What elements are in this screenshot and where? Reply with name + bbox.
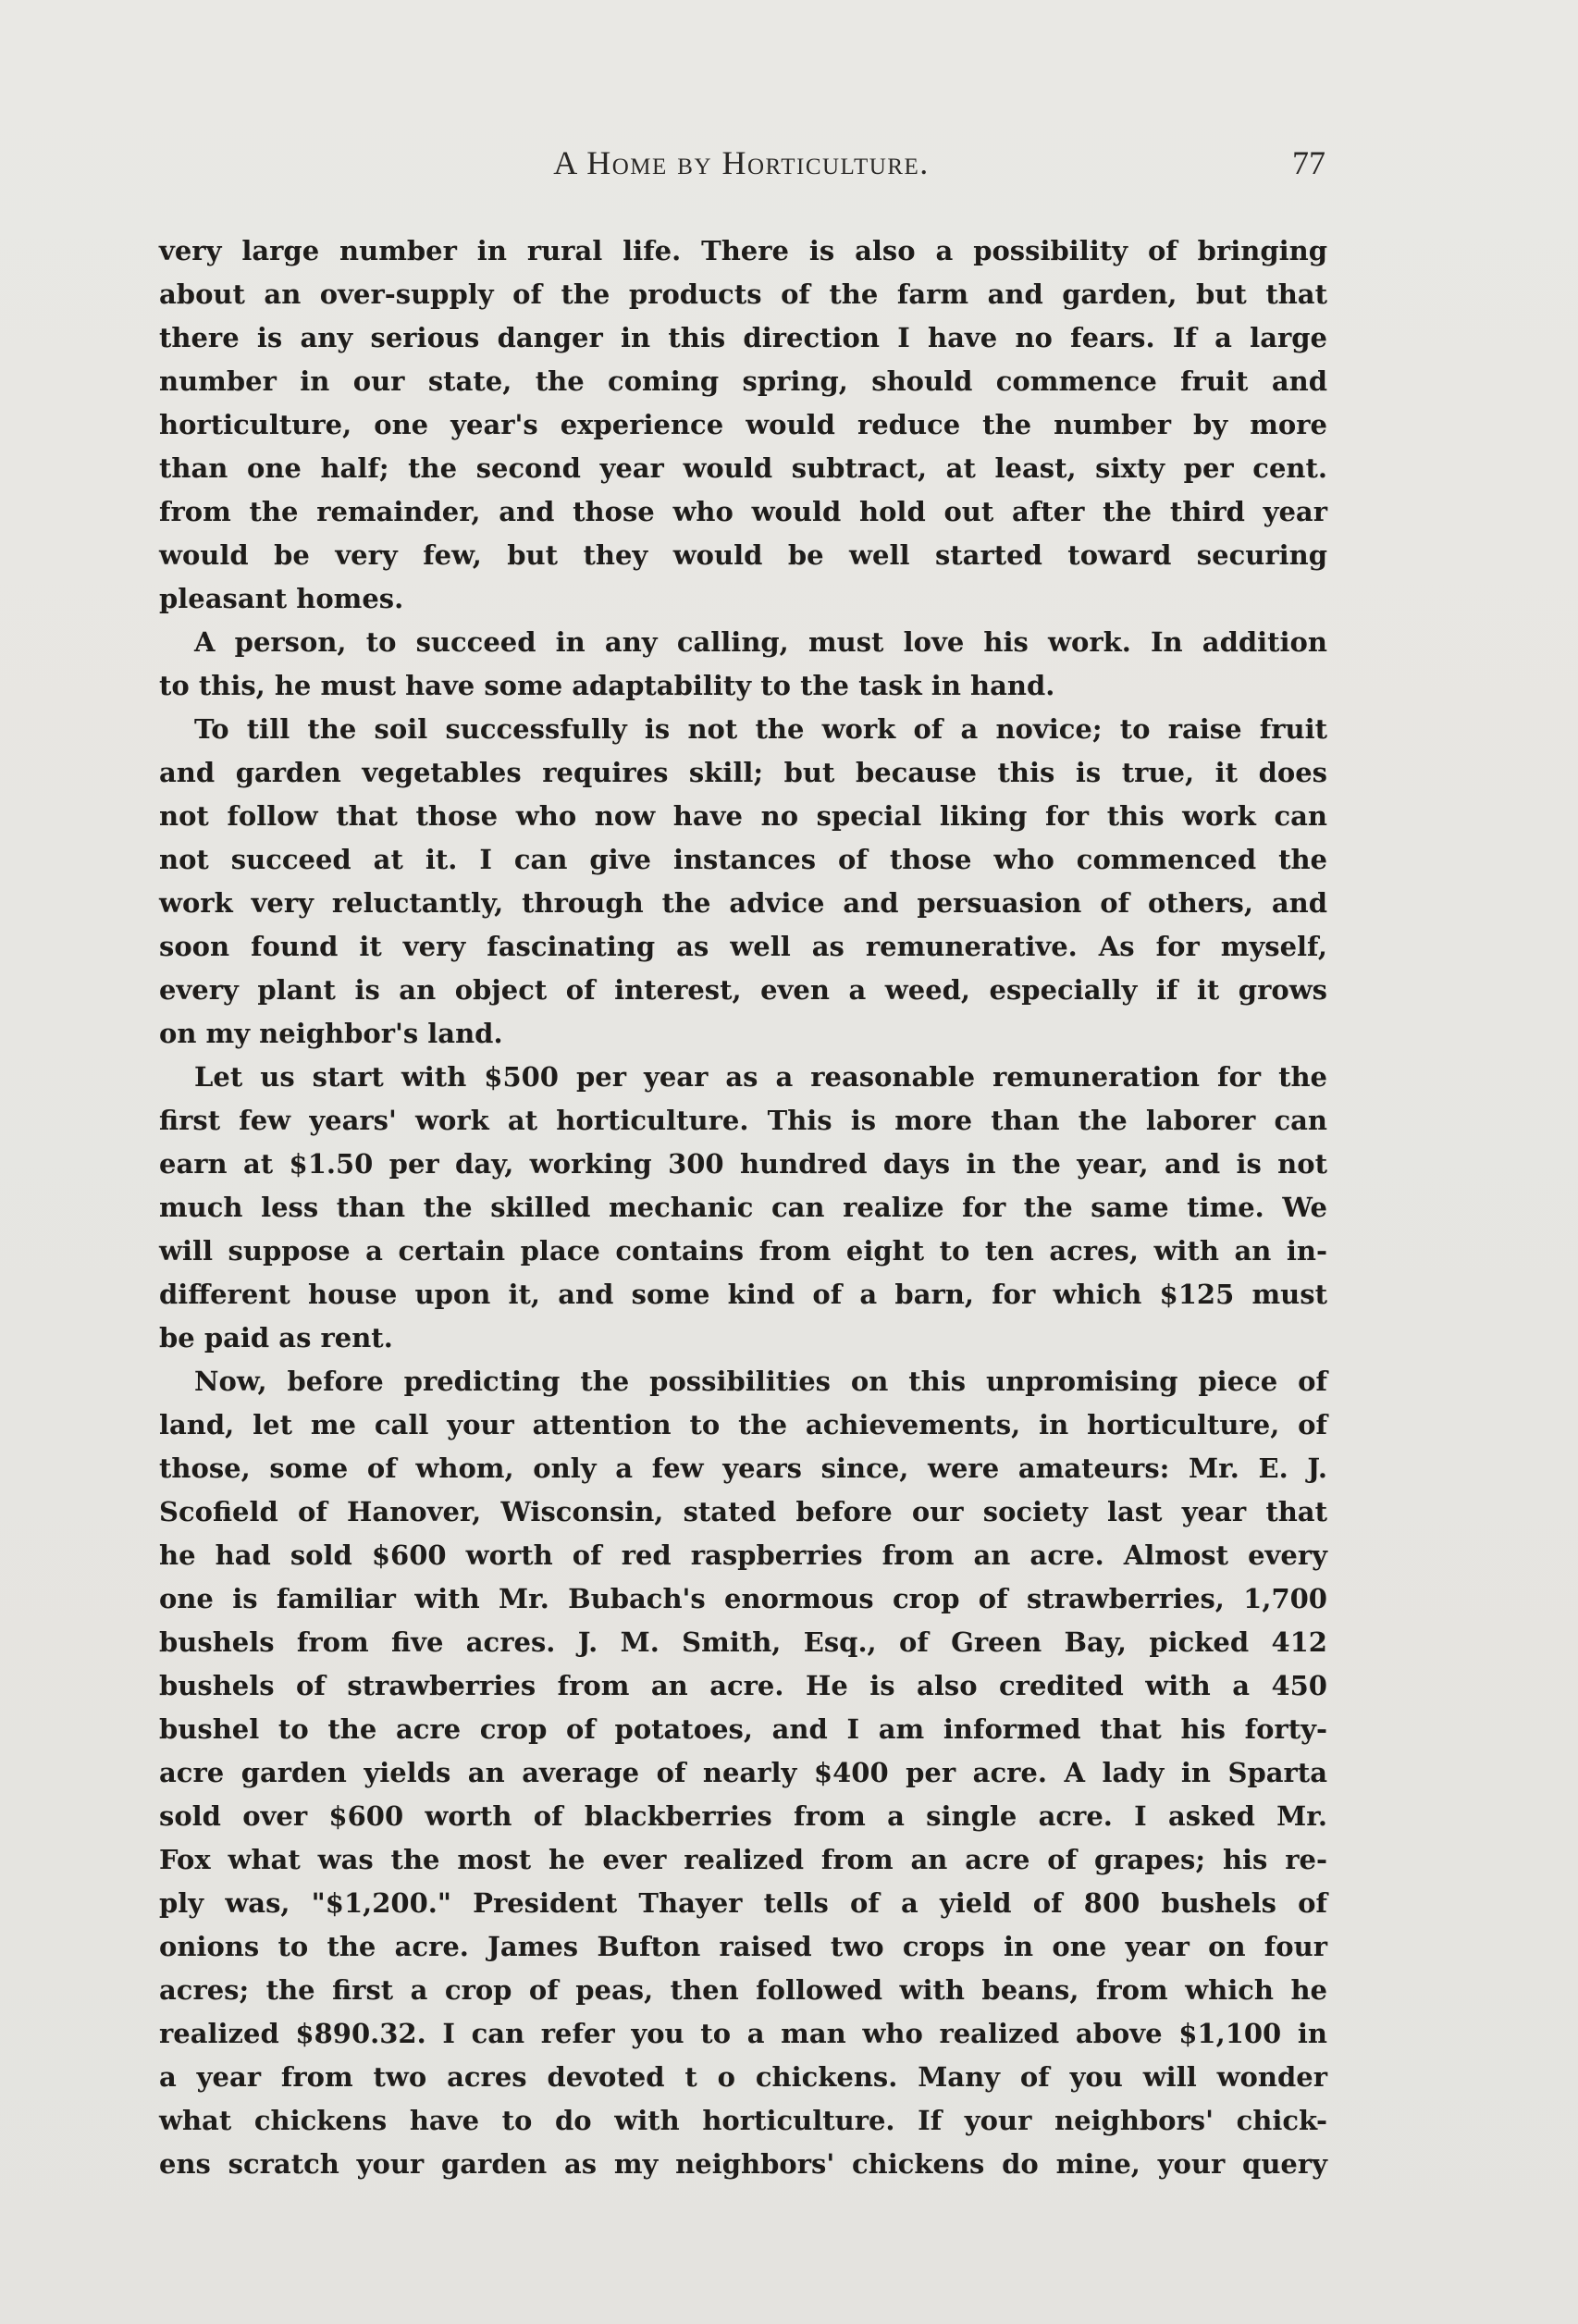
text-line: onions to the acre. James Bufton raised two crops in one year on four bbox=[159, 1931, 1327, 1962]
text-line: a year from two acres devoted t o chickens. Many of you will wonder bbox=[159, 2061, 1327, 2093]
text-line: work very reluctantly, through the advice and persuasion of others, and bbox=[159, 887, 1327, 919]
text-line: would be very few, but they would be well started toward securing bbox=[159, 539, 1327, 571]
text-line: much less than the skilled mechanic can realize for the same time. We bbox=[159, 1192, 1327, 1223]
text-line: one is familiar with Mr. Bubach's enormous crop of strawberries, 1,700 bbox=[159, 1583, 1327, 1614]
page-header bbox=[157, 137, 1325, 189]
text-line: To till the soil successfully is not the work of a novice; to raise fruit bbox=[194, 713, 1327, 745]
page-number: 77 bbox=[1292, 144, 1325, 181]
text-line: land, let me call your attention to the achievements, in horticulture, of bbox=[159, 1409, 1327, 1440]
text-line: be paid as rent. bbox=[159, 1322, 393, 1354]
text-line: those, some of whom, only a few years since, were amateurs: Mr. E. J. bbox=[159, 1452, 1327, 1484]
text-line: realized $890.32. I can refer you to a man who realized above $1,100 in bbox=[159, 2018, 1327, 2049]
text-line: Scofield of Hanover, Wisconsin, stated before our society last year that bbox=[159, 1496, 1327, 1527]
text-line: Now, before predicting the possibilities on this unpromising piece of bbox=[194, 1366, 1327, 1397]
text-line: acre garden yields an average of nearly $400 per acre. A lady in Sparta bbox=[159, 1757, 1327, 1788]
text-line: Fox what was the most he ever realized from an acre of grapes; his re- bbox=[159, 1844, 1327, 1875]
text-line: every plant is an object of interest, even a weed, especially if it grows bbox=[159, 974, 1327, 1006]
text-line: A person, to succeed in any calling, must love his work. In addition bbox=[194, 626, 1327, 658]
text-line: to this, he must have some adaptability to the task in hand. bbox=[159, 670, 1055, 701]
text-line: than one half; the second year would subtract, at least, sixty per cent. bbox=[159, 452, 1327, 484]
text-line: ens scratch your garden as my neighbors' chickens do mine, your query bbox=[159, 2148, 1327, 2180]
text-line: what chickens have to do with horticulture. If your neighbors' chick- bbox=[159, 2105, 1327, 2136]
text-line: about an over-supply of the products of the farm and garden, but that bbox=[159, 278, 1327, 310]
text-line: first few years' work at horticulture. This is more than the laborer can bbox=[159, 1105, 1327, 1136]
text-line: acres; the first a crop of peas, then followed with beans, from which he bbox=[159, 1974, 1327, 2006]
text-line: and garden vegetables requires skill; but because this is true, it does bbox=[159, 757, 1327, 788]
text-line: will suppose a certain place contains from eight to ten acres, with an in- bbox=[159, 1235, 1327, 1267]
text-line: bushels of strawberries from an acre. He is also credited with a 450 bbox=[159, 1670, 1327, 1701]
text-line: earn at $1.50 per day, working 300 hundred days in the year, and is not bbox=[159, 1148, 1327, 1180]
text-line: bushels from five acres. J. M. Smith, Esq., of Green Bay, picked 412 bbox=[159, 1626, 1327, 1658]
text-line: horticulture, one year's experience would reduce the number by more bbox=[159, 409, 1327, 440]
text-line: different house upon it, and some kind of a barn, for which $125 must bbox=[159, 1279, 1327, 1310]
text-line: there is any serious danger in this direction I have no fears. If a large bbox=[159, 322, 1327, 353]
running-title: A Home by Horticulture. bbox=[553, 144, 930, 181]
text-line: soon found it very fascinating as well as remunerative. As for myself, bbox=[159, 931, 1327, 962]
text-line: bushel to the acre crop of potatoes, and I am informed that his forty- bbox=[159, 1713, 1327, 1745]
text-line: ply was, "$1,200." President Thayer tells of a yield of 800 bushels of bbox=[159, 1887, 1327, 1919]
text-line: Let us start with $500 per year as a reasonable remuneration for the bbox=[194, 1061, 1327, 1093]
text-line: pleasant homes. bbox=[159, 583, 404, 614]
text-line: number in our state, the coming spring, should commence fruit and bbox=[159, 365, 1327, 397]
text-line: not follow that those who now have no special liking for this work can bbox=[159, 800, 1327, 832]
text-line: very large number in rural life. There is also a possibility of bringing bbox=[159, 235, 1327, 266]
text-line: not succeed at it. I can give instances of those who commenced the bbox=[159, 844, 1327, 875]
text-line: from the remainder, and those who would hold out after the third year bbox=[159, 496, 1327, 527]
body-text bbox=[159, 229, 1327, 2186]
text-line: he had sold $600 worth of red raspberries from an acre. Almost every bbox=[159, 1539, 1327, 1571]
text-line: on my neighbor's land. bbox=[159, 1018, 503, 1049]
text-line: sold over $600 worth of blackberries from a single acre. I asked Mr. bbox=[159, 1800, 1327, 1832]
